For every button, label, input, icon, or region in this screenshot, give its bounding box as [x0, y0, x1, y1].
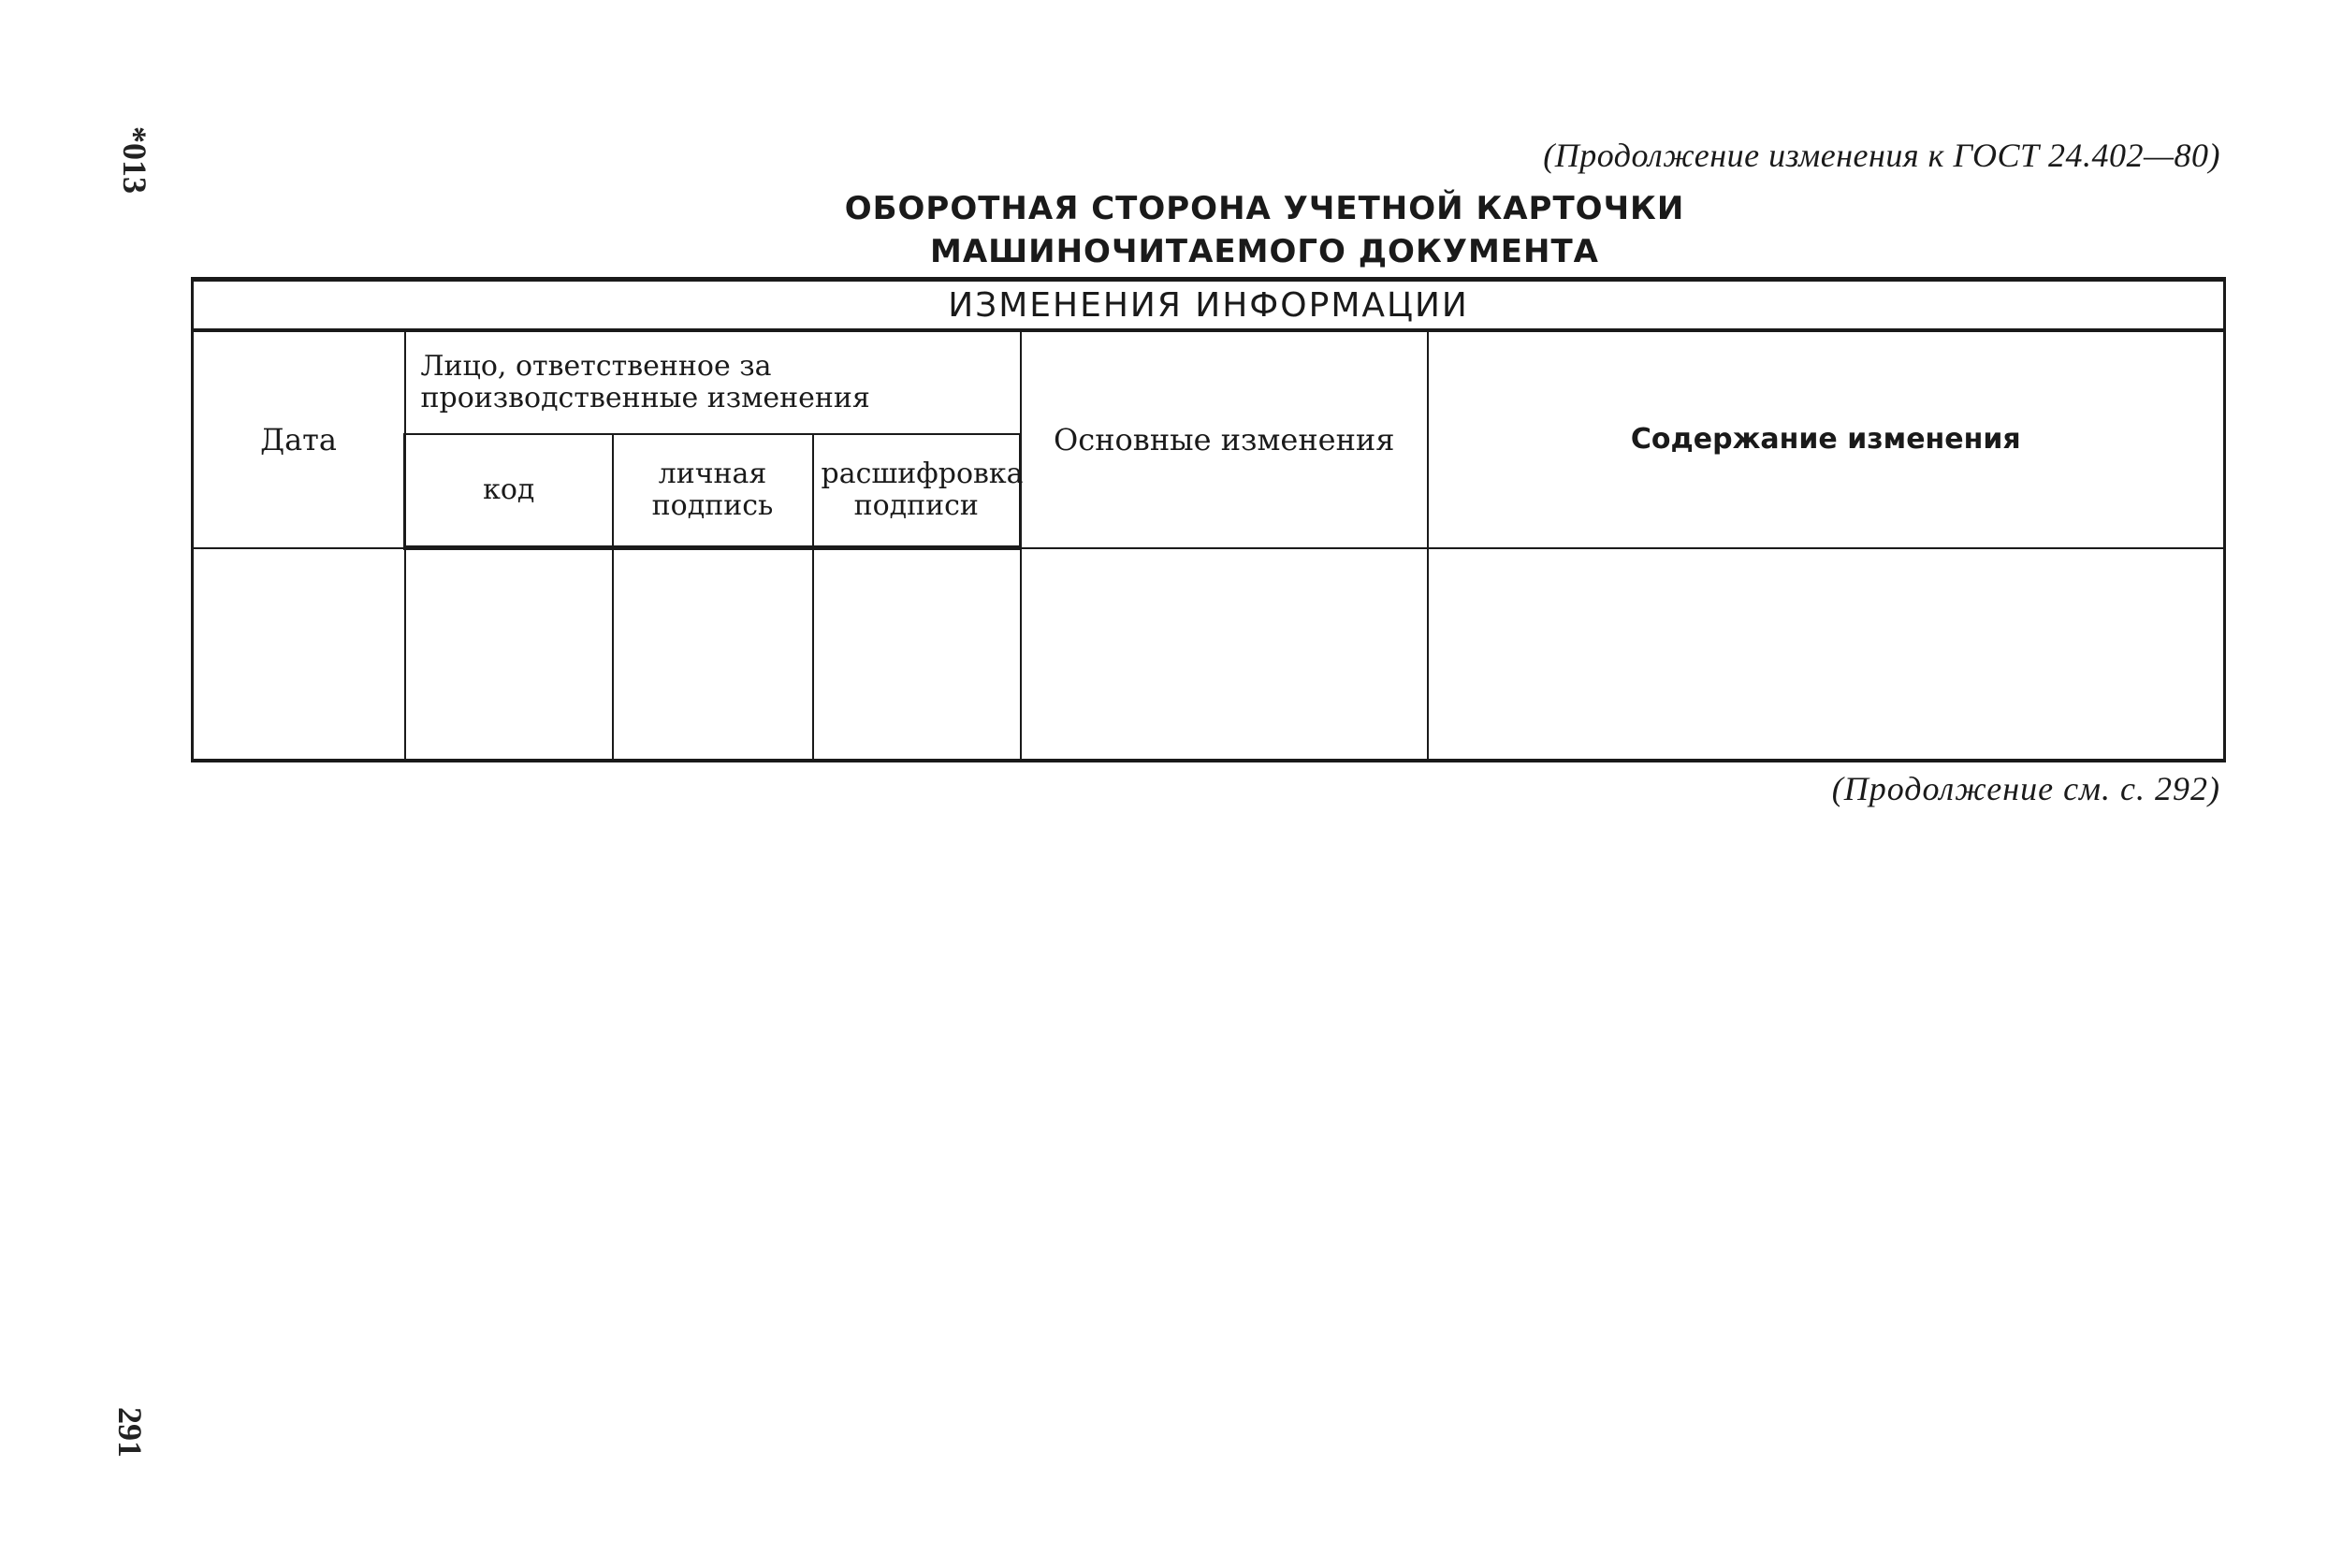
column-header-code: код [405, 434, 613, 548]
table-banner: ИЗМЕНЕНИЯ ИНФОРМАЦИИ [193, 280, 2225, 331]
margin-page-mark-top: *013 [116, 126, 153, 194]
table-row [193, 548, 2225, 762]
continuation-note-top: (Продолжение изменения к ГОСТ 24.402—80) [1543, 137, 2220, 174]
cell-signature [613, 548, 813, 762]
cell-date [193, 548, 405, 762]
record-card-table [191, 277, 2223, 749]
cell-code [405, 548, 613, 762]
cell-main-changes [1021, 548, 1428, 762]
column-header-signature: личная подпись [613, 434, 813, 548]
column-header-main-changes: Основные изменения [1021, 330, 1428, 548]
changes-table [191, 277, 2226, 762]
cell-content [1428, 548, 2225, 762]
document-title-line-2: МАШИНОЧИТАЕМОГО ДОКУМЕНТА [930, 233, 1599, 270]
margin-page-mark-bottom: 291 [111, 1407, 149, 1458]
cell-signature-decoding [813, 548, 1021, 762]
column-header-content: Содержание изменения [1428, 330, 2225, 548]
continuation-note-bottom: (Продолжение см. с. 292) [1831, 770, 2220, 807]
column-header-date: Дата [193, 330, 405, 548]
document-title-line-1: ОБОРОТНАЯ СТОРОНА УЧЕТНОЙ КАРТОЧКИ [844, 190, 1685, 227]
column-header-responsible-person: Лицо, ответственное за производственные изменения [405, 330, 1021, 434]
column-header-signature-decoding: расшифровка подписи [813, 434, 1021, 548]
